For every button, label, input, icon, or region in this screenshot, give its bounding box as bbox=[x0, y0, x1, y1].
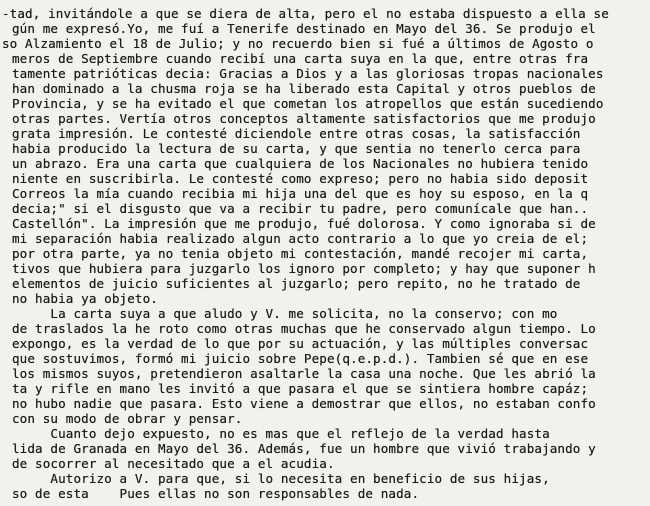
text-line: so Alzamiento el 18 de Julio; y no recuerdo bien si fué a últimos de Agosto o bbox=[2, 36, 594, 51]
text-line: los mismos suyos, pretendieron asaltarle la casa una noche. Que les abrió la bbox=[12, 366, 596, 381]
text-line: La carta suya a que aludo y V. me solicita, no la conservo; con mo bbox=[12, 306, 558, 321]
text-line: tamente patrióticas decia: Gracias a Dios y a las gloriosas tropas nacionales bbox=[12, 66, 604, 81]
text-line: elementos de juicio suficientes al juzgarlo; pero repito, no he tratado de bbox=[12, 276, 581, 291]
text-line: gún me expresó.Yo, me fuí a Tenerife destinado en Mayo del 36. Se produjo el bbox=[12, 21, 596, 36]
text-line: ta y rifle en mano les invitó a que pasara el que se sintiera hombre capáz; bbox=[12, 381, 589, 396]
text-line: meros de Septiembre cuando recibí una carta suya en la que, entre otras fra bbox=[12, 51, 589, 66]
text-line: Castellón". La impresión que me produjo, fué dolorosa. Y como ignoraba si de bbox=[12, 216, 596, 231]
text-line: so de esta Pues ellas no son responsables de nada. bbox=[12, 486, 420, 501]
text-line: no habia ya objeto. bbox=[12, 291, 158, 306]
text-line: niente en suscribirla. Le contesté como expreso; pero no habia sido deposit bbox=[12, 171, 589, 186]
text-line: un abrazo. Era una carta que cualquiera de los Nacionales no hubiera tenido bbox=[12, 156, 589, 171]
text-line: expongo, es la verdad de lo que por su actuación, y las múltiples conversac bbox=[12, 336, 589, 351]
text-line: no hubo nadie que pasara. Esto viene a demostrar que ellos, no estaban confo bbox=[12, 396, 596, 411]
text-line: Provincia, y se ha evitado el que cometan los atropellos que están sucediendo bbox=[12, 96, 604, 111]
text-line: decia;" si el disgusto que va a recibir tu padre, pero comunícale que han.. bbox=[12, 201, 589, 216]
text-line: que sostuvimos, formó mi juicio sobre Pepe(q.e.p.d.). Tambien sé que en ese bbox=[12, 351, 589, 366]
text-line: grata impresión. Le contesté diciendole entre otras cosas, la satisfacción bbox=[12, 126, 581, 141]
text-line: Autorizo a V. para que, si lo necesita en beneficio de sus hijas, bbox=[12, 471, 550, 486]
text-line: tivos que hubiera para juzgarlo los ignoro por completo; y hay que suponer h bbox=[12, 261, 596, 276]
text-line: Cuanto dejo expuesto, no es mas que el reflejo de la verdad hasta bbox=[12, 426, 550, 441]
text-line: con su modo de obrar y pensar. bbox=[12, 411, 243, 426]
text-line: de socorrer al necesitado que a el acudia. bbox=[12, 456, 335, 471]
text-line: otras partes. Vertía otros conceptos altamente satisfactorios que me produjo bbox=[12, 111, 596, 126]
text-line: lida de Granada en Mayo del 36. Además, fue un hombre que vivió trabajando y bbox=[12, 441, 596, 456]
text-line: habia producido la lectura de su carta, y que sentia no tenerlo cerca para bbox=[12, 141, 581, 156]
text-line: han dominado a la chusma roja se ha liberado esta Capital y otros pueblos de bbox=[12, 81, 596, 96]
text-line: por otra parte, ya no tenia objeto mi contestación, mandé recojer mi carta, bbox=[12, 246, 589, 261]
text-line: de traslados la he roto como otras muchas que he conservado algun tiempo. Lo bbox=[12, 321, 596, 336]
text-line: -tad, invitándole a que se diera de alta, pero el no estaba dispuesto a ella se bbox=[2, 6, 609, 21]
text-line: mi separación habia realizado algun acto contrario a lo que yo creia de el; bbox=[12, 231, 589, 246]
text-line: Correos la mía cuando recibia mi hija una del que es hoy su esposo, en la q bbox=[12, 186, 589, 201]
